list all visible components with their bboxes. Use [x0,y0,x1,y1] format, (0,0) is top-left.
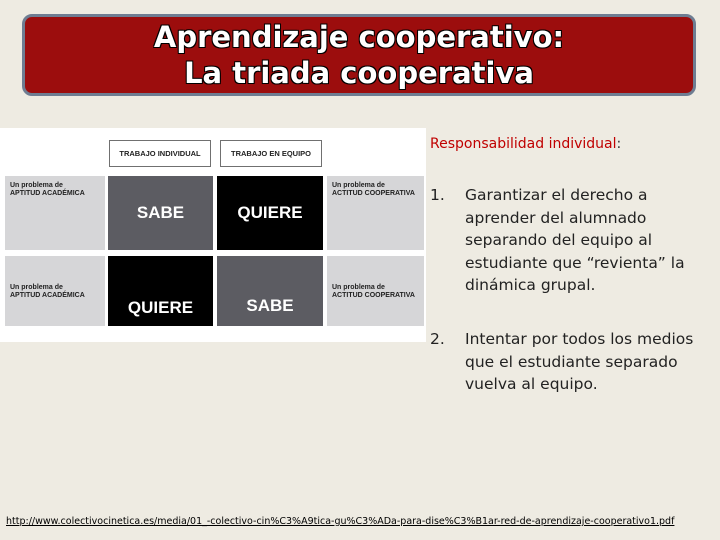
cell-quiere: QUIERE [217,176,323,250]
cell-quiere: QUIERE [108,256,213,326]
side-label-line: Un problema de [332,284,385,291]
header-individual-work: TRABAJO INDIVIDUAL [109,140,211,167]
side-label-line: ACTITUD COOPERATIVA [332,190,415,197]
list-item-text: Garantizar el derecho a aprender del alumnado separando del equipo al estudiante que “revienta” la dinámica grupal. [465,186,685,294]
side-label-line: Un problema de [332,182,385,189]
side-label-line: APTITUD ACADÉMICA [10,292,85,299]
side-label-line: Un problema de [10,284,63,291]
list-item-number: 2. [430,330,445,348]
cell-sabe: SABE [108,176,213,250]
section-heading-colon: : [616,136,622,152]
source-link[interactable]: http://www.colectivocinetica.es/media/01_-colectivo-cin%C3%A9tica-gu%C3%ADa-para-dise%C3%B1ar-red-de-aprendizaje-cooperativo1.pdf [6,516,675,527]
title-line-2: La triada cooperativa [184,56,534,90]
cell-sabe: SABE [217,256,323,326]
section-heading-text: Responsabilidad individual [430,136,617,152]
list-item-text: Intentar por todos los medios que el estudiante separado vuelva al equipo. [465,330,694,393]
title-banner [22,14,696,96]
side-label-line: Un problema de [10,182,63,189]
title-line-1: Aprendizaje cooperativo: [153,20,565,54]
side-label-cooperative-attitude [327,176,424,250]
side-label-line: ACTITUD COOPERATIVA [332,292,415,299]
section-heading [430,136,621,152]
list-item-number: 1. [430,186,445,204]
side-label-academic-aptitude [5,176,105,250]
cooperative-triad-figure [0,128,426,342]
header-team-work: TRABAJO EN EQUIPO [220,140,322,167]
side-label-line: APTITUD ACADÉMICA [10,190,85,197]
side-label-cooperative-attitude [327,256,424,326]
side-label-academic-aptitude [5,256,105,326]
